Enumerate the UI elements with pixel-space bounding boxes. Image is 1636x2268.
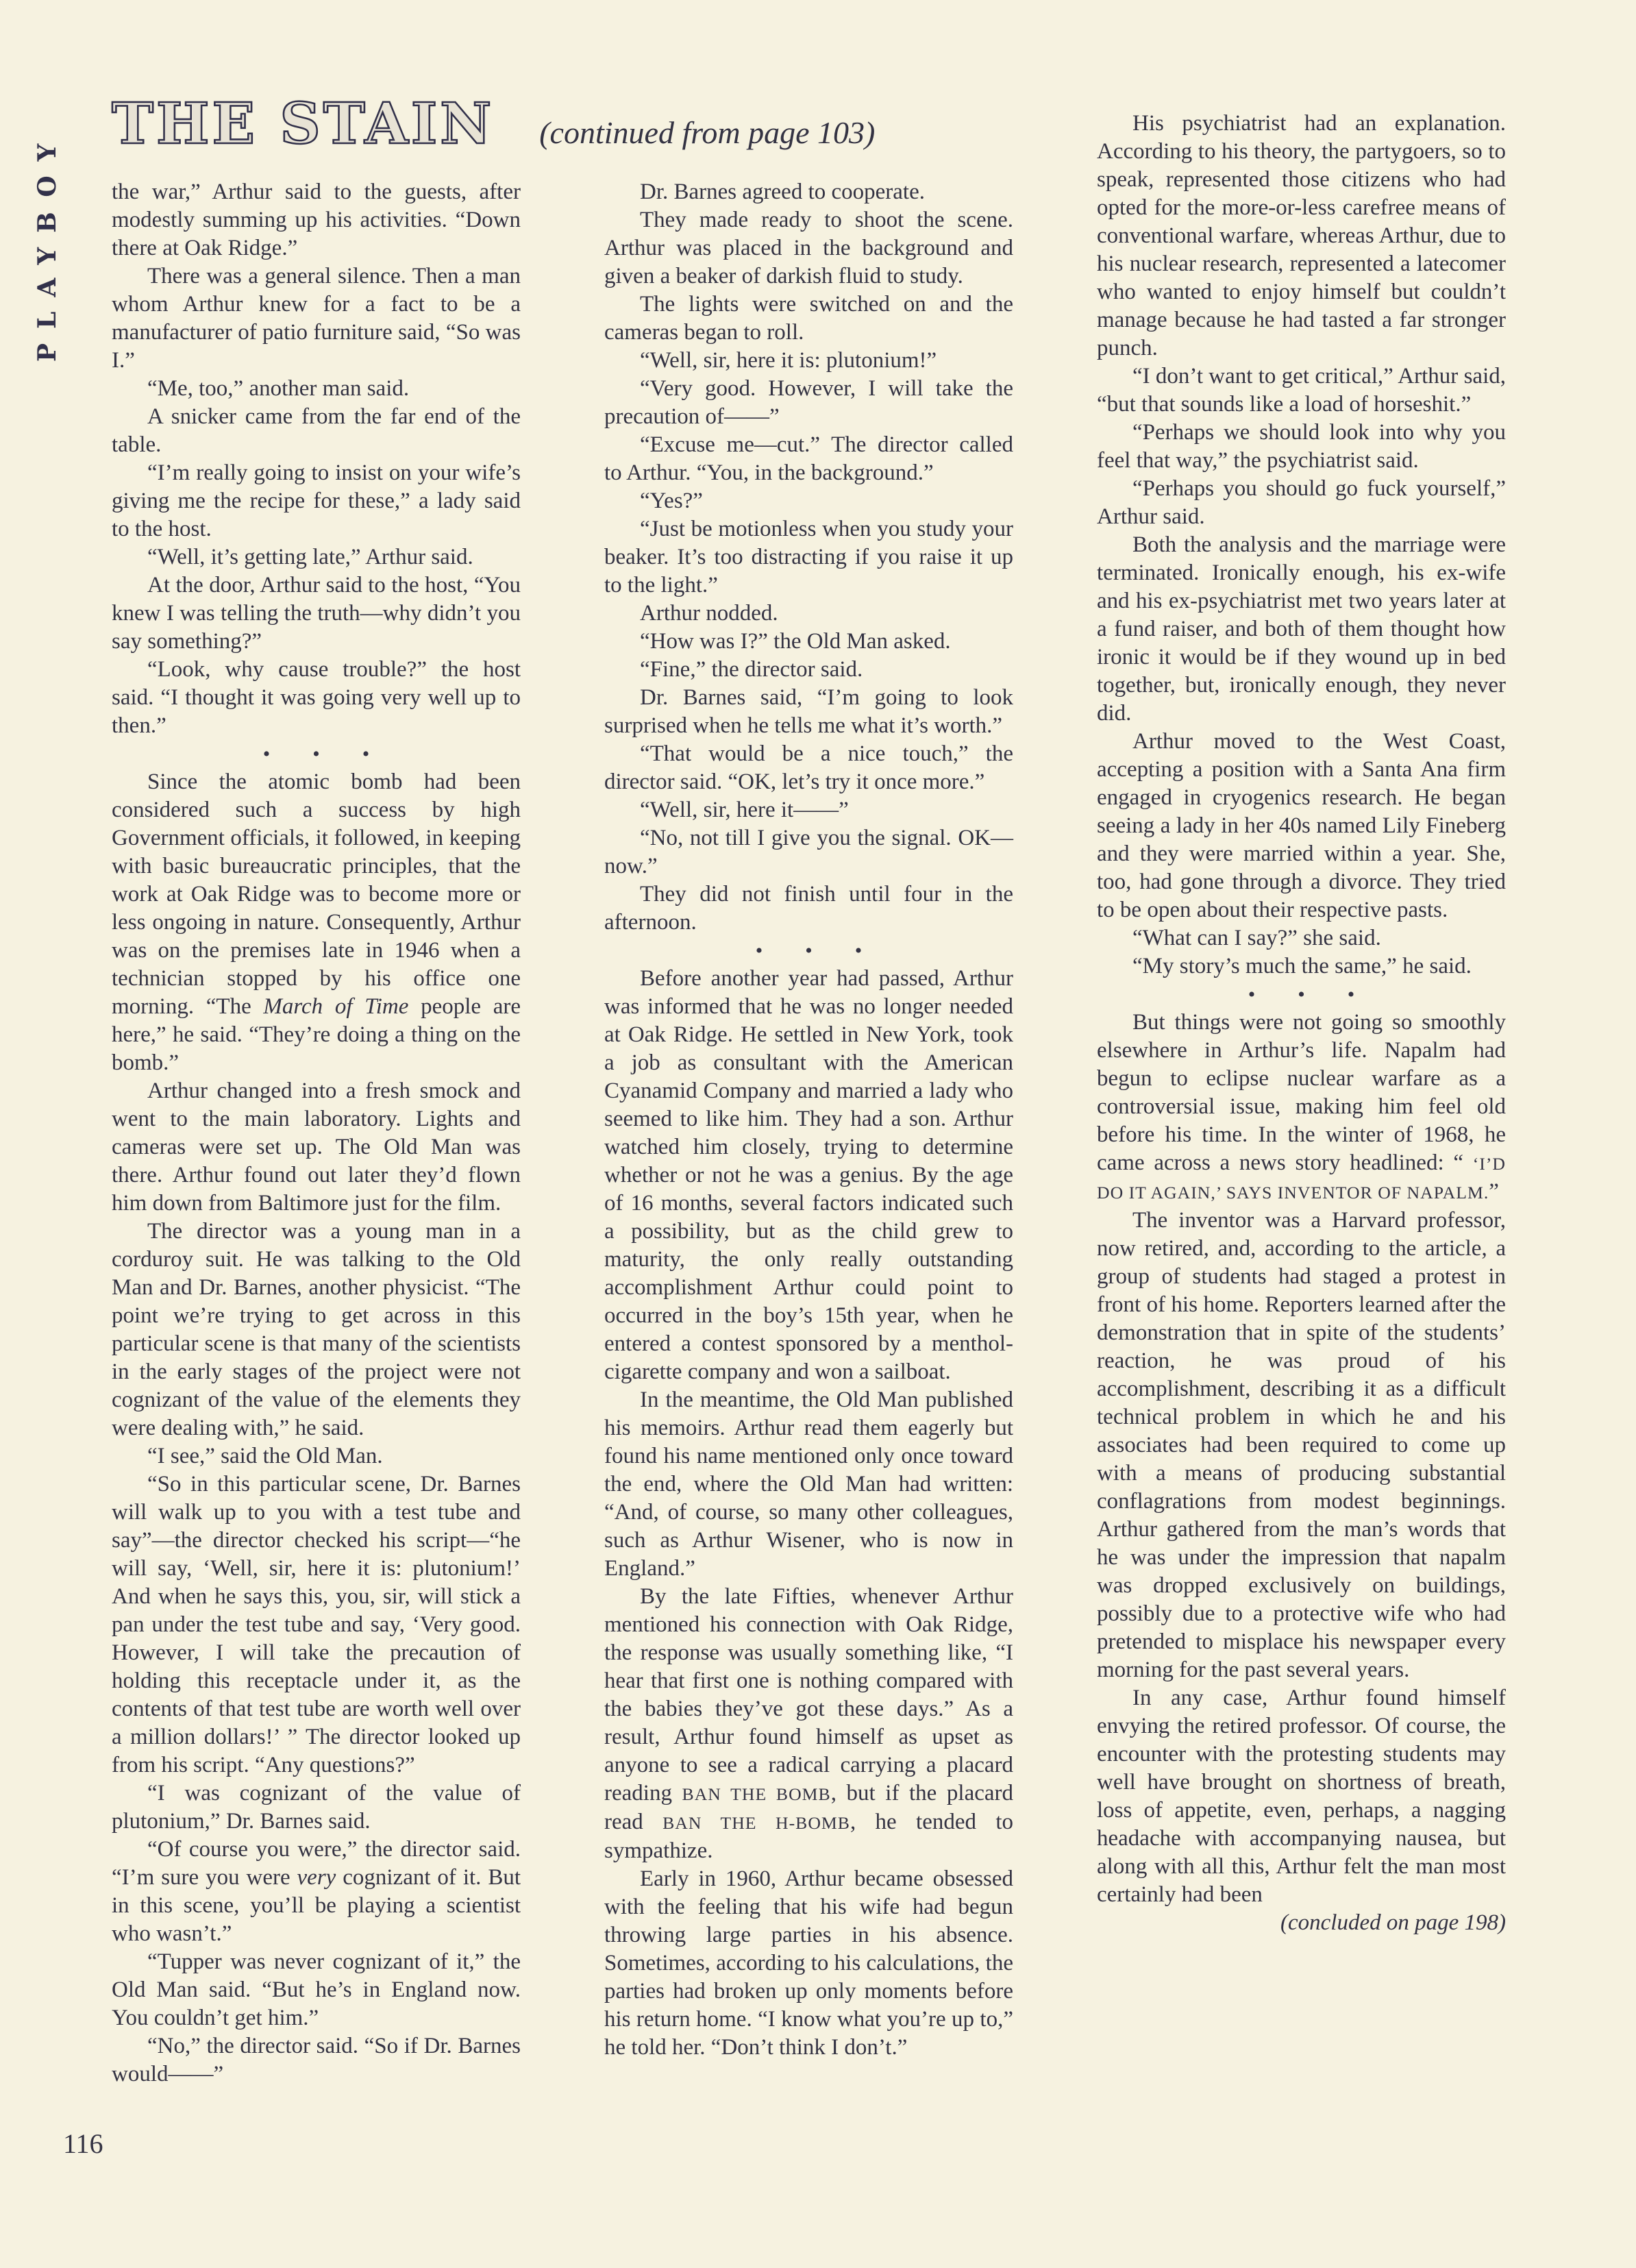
paragraph [604, 740, 1013, 796]
text-run: Arthur moved to the West Coast, accepting a position with a Santa Ana firm engaged in cryogenics research. He began seeing a lady in her 40s named Lily Fineberg and they were married within a year. She, too, had gone through a divorce. They tried to be open about their respective pasts. [1097, 729, 1506, 922]
text-run: Before another year had passed, Arthur was informed that he was no longer needed at Oak Ridge. He settled in New York, took a job as consultant with the American Cyanamid Company and married a lady who seemed to like him. They had a son. Arthur watched him closely, trying to determine whether or not he was a genius. By the age of 16 months, several factors indicated such a possibility, but as the child grew to maturity, the only really outstanding accomplishment Arthur could point to occurred in the boy’s 15th year, when he entered a contest sponsored by a menthol-cigarette company and won a sailboat. [604, 966, 1013, 1384]
paragraph [112, 178, 521, 262]
separator-dot: • [1248, 983, 1256, 1006]
paragraph [604, 1865, 1013, 2062]
text-run: Both the analysis and the marriage were terminated. Ironically enough, his ex-wife and his ex-psychiatrist met two years later at a fund raiser, and both of them thought how ironic it would be if they wound up in bed together, but, ironically enough, they never did. [1097, 532, 1506, 726]
text-run: “Well, it’s getting late,” Arthur said. [147, 545, 473, 569]
text-run: “Of course you were,” the director said. “I’m sure you were [112, 1837, 521, 1890]
text-run: “No,” the director said. “So if Dr. Barnes would——” [112, 2034, 521, 2086]
paragraph [604, 656, 1013, 684]
paragraph [604, 684, 1013, 740]
text-run: “How was I?” the Old Man asked. [640, 629, 951, 654]
text-run: Early in 1960, Arthur became obsessed with the feeling that his wife had begun throwing large parties in his absence. Sometimes, according to his calculations, the parties had broken up only moments before his return home. “I know what you’re up to,” he told her. “Don’t think I don’t.” [604, 1866, 1013, 2060]
paragraph [112, 656, 521, 740]
text-run: BAN THE BOMB [682, 1784, 831, 1804]
concluded-note [1097, 1909, 1506, 1937]
text-run: But things were not going so smoothly elsewhere in Arthur’s life. Napalm had begun to eclipse nuclear warfare as a controversial issue, making him feel old before his time. In the winter of 1968, he came across a news story headlined: “ [1097, 1010, 1506, 1175]
text-run: “That would be a nice touch,” the director said. “OK, let’s try it once more.” [604, 741, 1013, 794]
magazine-spine-text: PLAYBOY [33, 129, 62, 362]
paragraph [604, 600, 1013, 628]
paragraph [1097, 475, 1506, 531]
text-run: ” [1489, 1179, 1499, 1204]
section-separator [604, 937, 1013, 965]
text-run: The lights were switched on and the cameras began to roll. [604, 292, 1013, 345]
text-column-2 [604, 178, 1013, 2088]
text-run: , but if the placard read [604, 1781, 1014, 1834]
separator-dot: • [805, 939, 813, 962]
paragraph [1097, 1207, 1506, 1684]
paragraph [604, 178, 1013, 206]
continuation-note: (continued from page 103) [539, 115, 876, 150]
text-run: His psychiatrist had an explanation. According to his theory, the partygoers, so to speak, represented those citizens who had opted for the more-or-less carefree means of conventional warfare, whereas Arthur, due to his nuclear research, represented a latecomer who wanted to enjoy himself but couldn’t manage because he had tasted a far stronger punch. [1097, 111, 1506, 360]
text-run: Since the atomic bomb had been considered such a success by high Government officials, it followed, in keeping with basic bureaucratic principles, that the work at Oak Ridge was to become more or less ongoing in nature. Consequently, Arthur was on the premises late in 1946 when a technician stopped by his office one morning. “The [112, 769, 521, 1019]
paragraph [112, 1077, 521, 1218]
text-run: In the meantime, the Old Man published his memoirs. Arthur read them eagerly but found his name mentioned only once toward the end, where the Old Man had written: “And, of course, so many other colleagues, such as Arthur Wisener, who is now in England.” [604, 1388, 1013, 1581]
paragraph [604, 1583, 1013, 1865]
paragraph [604, 347, 1013, 375]
paragraph [1097, 419, 1506, 475]
article-title: THE STAIN [112, 91, 495, 157]
separator-dot: • [362, 743, 370, 765]
paragraph [604, 796, 1013, 824]
paragraph [112, 543, 521, 571]
text-run: “Well, sir, here it is: plutonium!” [640, 348, 937, 373]
paragraph [1097, 952, 1506, 981]
paragraph [1097, 728, 1506, 924]
text-run: “Just be motionless when you study your beaker. It’s too distracting if you raise it up to the light.” [604, 517, 1013, 597]
paragraph [112, 1218, 521, 1442]
section-separator [1097, 981, 1506, 1009]
paragraph [604, 291, 1013, 347]
paragraph [112, 375, 521, 403]
paragraph [112, 2032, 521, 2088]
text-column-3 [1097, 110, 1506, 2088]
text-run: “Yes?” [640, 489, 703, 513]
text-run: people are here,” he said. “They’re doing a thing on the bomb.” [112, 994, 521, 1075]
text-run: “Perhaps we should look into why you feel that way,” the psychiatrist said. [1097, 420, 1506, 473]
paragraph [604, 628, 1013, 656]
paragraph [112, 262, 521, 375]
paragraph [1097, 110, 1506, 362]
separator-dot: • [262, 743, 271, 765]
paragraph [604, 965, 1013, 1386]
paragraph [604, 375, 1013, 431]
separator-dot: • [854, 939, 863, 962]
text-run: “Me, too,” another man said. [147, 376, 410, 401]
paragraph [112, 571, 521, 656]
paragraph [112, 1779, 521, 1836]
paragraph [1097, 924, 1506, 952]
section-separator [112, 740, 521, 768]
separator-dot: • [755, 939, 763, 962]
text-run: March of Time [263, 994, 409, 1019]
paragraph [112, 403, 521, 459]
text-run: “I was cognizant of the value of plutonium,” Dr. Barnes said. [112, 1781, 521, 1834]
text-run: “What can I say?” she said. [1132, 926, 1381, 950]
text-run: “Excuse me—cut.” The director called to Arthur. “You, in the background.” [604, 432, 1013, 485]
text-run: A snicker came from the far end of the table. [112, 404, 521, 457]
text-run: “Tupper was never cognizant of it,” the Old Man said. “But he’s in England now. You couldn’t get him.” [112, 1949, 521, 2030]
text-run: “I don’t want to get critical,” Arthur said, “but that sounds like a load of horseshit.” [1097, 364, 1506, 417]
text-run: Arthur nodded. [640, 601, 778, 626]
paragraph [1097, 1009, 1506, 1207]
text-run: BAN THE H-BOMB [662, 1813, 850, 1833]
paragraph [604, 487, 1013, 515]
text-run: the war,” Arthur said to the guests, after modestly summing up his activities. “Down there at Oak Ridge.” [112, 180, 521, 260]
separator-dot: • [1347, 983, 1355, 1006]
paragraph [112, 1470, 521, 1779]
paragraph [604, 1386, 1013, 1583]
text-run: The director was a young man in a corduroy suit. He was talking to the Old Man and Dr. Barnes, another physicist. “The point we’re trying to get across in this particular scene is that many of the scientists in the early stages of the project were not cognizant of the value of the elements they were dealing with,” he said. [112, 1219, 521, 1440]
text-run: “Fine,” the director said. [640, 657, 863, 682]
text-run: “My story’s much the same,” he said. [1132, 954, 1472, 978]
text-run: Arthur changed into a fresh smock and went to the main laboratory. Lights and cameras were set up. The Old Man was there. Arthur found out later they’d flown him down from Baltimore just for the film. [112, 1078, 521, 1216]
text-run: In any case, Arthur found himself envying the retired professor. Of course, the encounter with the protesting students may well have brought on shortness of breath, loss of appetite, even, perhaps, a nagging headache with accompanying nausea, but along with all this, Arthur felt the man most certainly had been [1097, 1686, 1506, 1907]
text-run: “I’m really going to insist on your wife’s giving me the recipe for these,” a lady said to the host. [112, 460, 521, 541]
text-run: The inventor was a Harvard professor, now retired, and, according to the article, a group of students had staged a protest in front of his home. Reporters learned after the demonstration that in spite of the students’ reaction, he was proud of his accomplishment, describing it as a difficult technical problem in which he and his associates had been required to come up with a means of producing substantial conflagrations from modest beginnings. Arthur gathered from the man’s words that he was under the impression that napalm was dropped exclusively on buildings, possibly due to a protective wife who had pretended to misplace his newspaper every morning for the past several years. [1097, 1208, 1506, 1682]
text-run: (concluded on page 198) [1280, 1910, 1506, 1935]
text-run: Dr. Barnes agreed to cooperate. [640, 180, 925, 204]
text-run: “Look, why cause trouble?” the host said. “I thought it was going very well up to then.” [112, 657, 521, 738]
paragraph [112, 1836, 521, 1948]
text-run: “No, not till I give you the signal. OK—now.” [604, 826, 1013, 878]
article-body [112, 110, 1524, 2088]
paragraph [112, 1948, 521, 2032]
paragraph [112, 459, 521, 543]
text-run: “So in this particular scene, Dr. Barnes will walk up to you with a test tube and say”—the director checked his script—“he will say, ‘Well, sir, here it is: plutonium!’ And when he says this, you, sir, will stick a pan under the test tube and say, ‘Very good. However, I will take the precaution of holding this receptacle under it, as the contents of that test tube are worth well over a million dollars!’ ” The director looked up from his script. “Any questions?” [112, 1472, 521, 1777]
text-run: , he tended to sympathize. [604, 1810, 1013, 1863]
separator-dot: • [312, 743, 320, 765]
text-run: They did not finish until four in the afternoon. [604, 882, 1013, 935]
paragraph [1097, 362, 1506, 419]
paragraph [1097, 1684, 1506, 1909]
page-number: 116 [63, 2128, 103, 2159]
text-run: ‘I’D DO IT AGAIN,’ SAYS INVENTOR OF NAPALM. [1097, 1154, 1506, 1203]
text-run: There was a general silence. Then a man whom Arthur knew for a fact to be a manufacturer of patio furniture said, “So was I.” [112, 264, 521, 373]
text-run: They made ready to shoot the scene. Arthur was placed in the background and given a beaker of darkish fluid to study. [604, 208, 1013, 288]
paragraph [604, 824, 1013, 880]
text-run: “Very good. However, I will take the precaution of——” [604, 376, 1013, 429]
paragraph [604, 880, 1013, 937]
text-run: “I see,” said the Old Man. [147, 1444, 383, 1468]
paragraph [604, 206, 1013, 291]
text-run: “Perhaps you should go fuck yourself,” Arthur said. [1097, 476, 1506, 529]
text-run: By the late Fifties, whenever Arthur mentioned his connection with Oak Ridge, the response was usually something like, “I hear that first one is nothing compared with the babies they’ve got these days.” As a result, Arthur found himself as upset as anyone to see a radical carrying a placard reading [604, 1584, 1013, 1805]
text-column-1 [112, 178, 521, 2088]
paragraph [1097, 531, 1506, 728]
text-run: very [297, 1865, 336, 1890]
paragraph [112, 768, 521, 1077]
text-run: At the door, Arthur said to the host, “You knew I was telling the truth—why didn’t you say something?” [112, 573, 521, 654]
paragraph [112, 1442, 521, 1470]
text-run: “Well, sir, here it——” [640, 798, 849, 822]
paragraph [604, 515, 1013, 600]
separator-dot: • [1298, 983, 1305, 1006]
paragraph [604, 431, 1013, 487]
text-run: Dr. Barnes said, “I’m going to look surprised when he tells me what it’s worth.” [604, 685, 1013, 738]
text-run: cognizant of it. But in this scene, you’ll be playing a scientist who wasn’t.” [112, 1865, 521, 1946]
